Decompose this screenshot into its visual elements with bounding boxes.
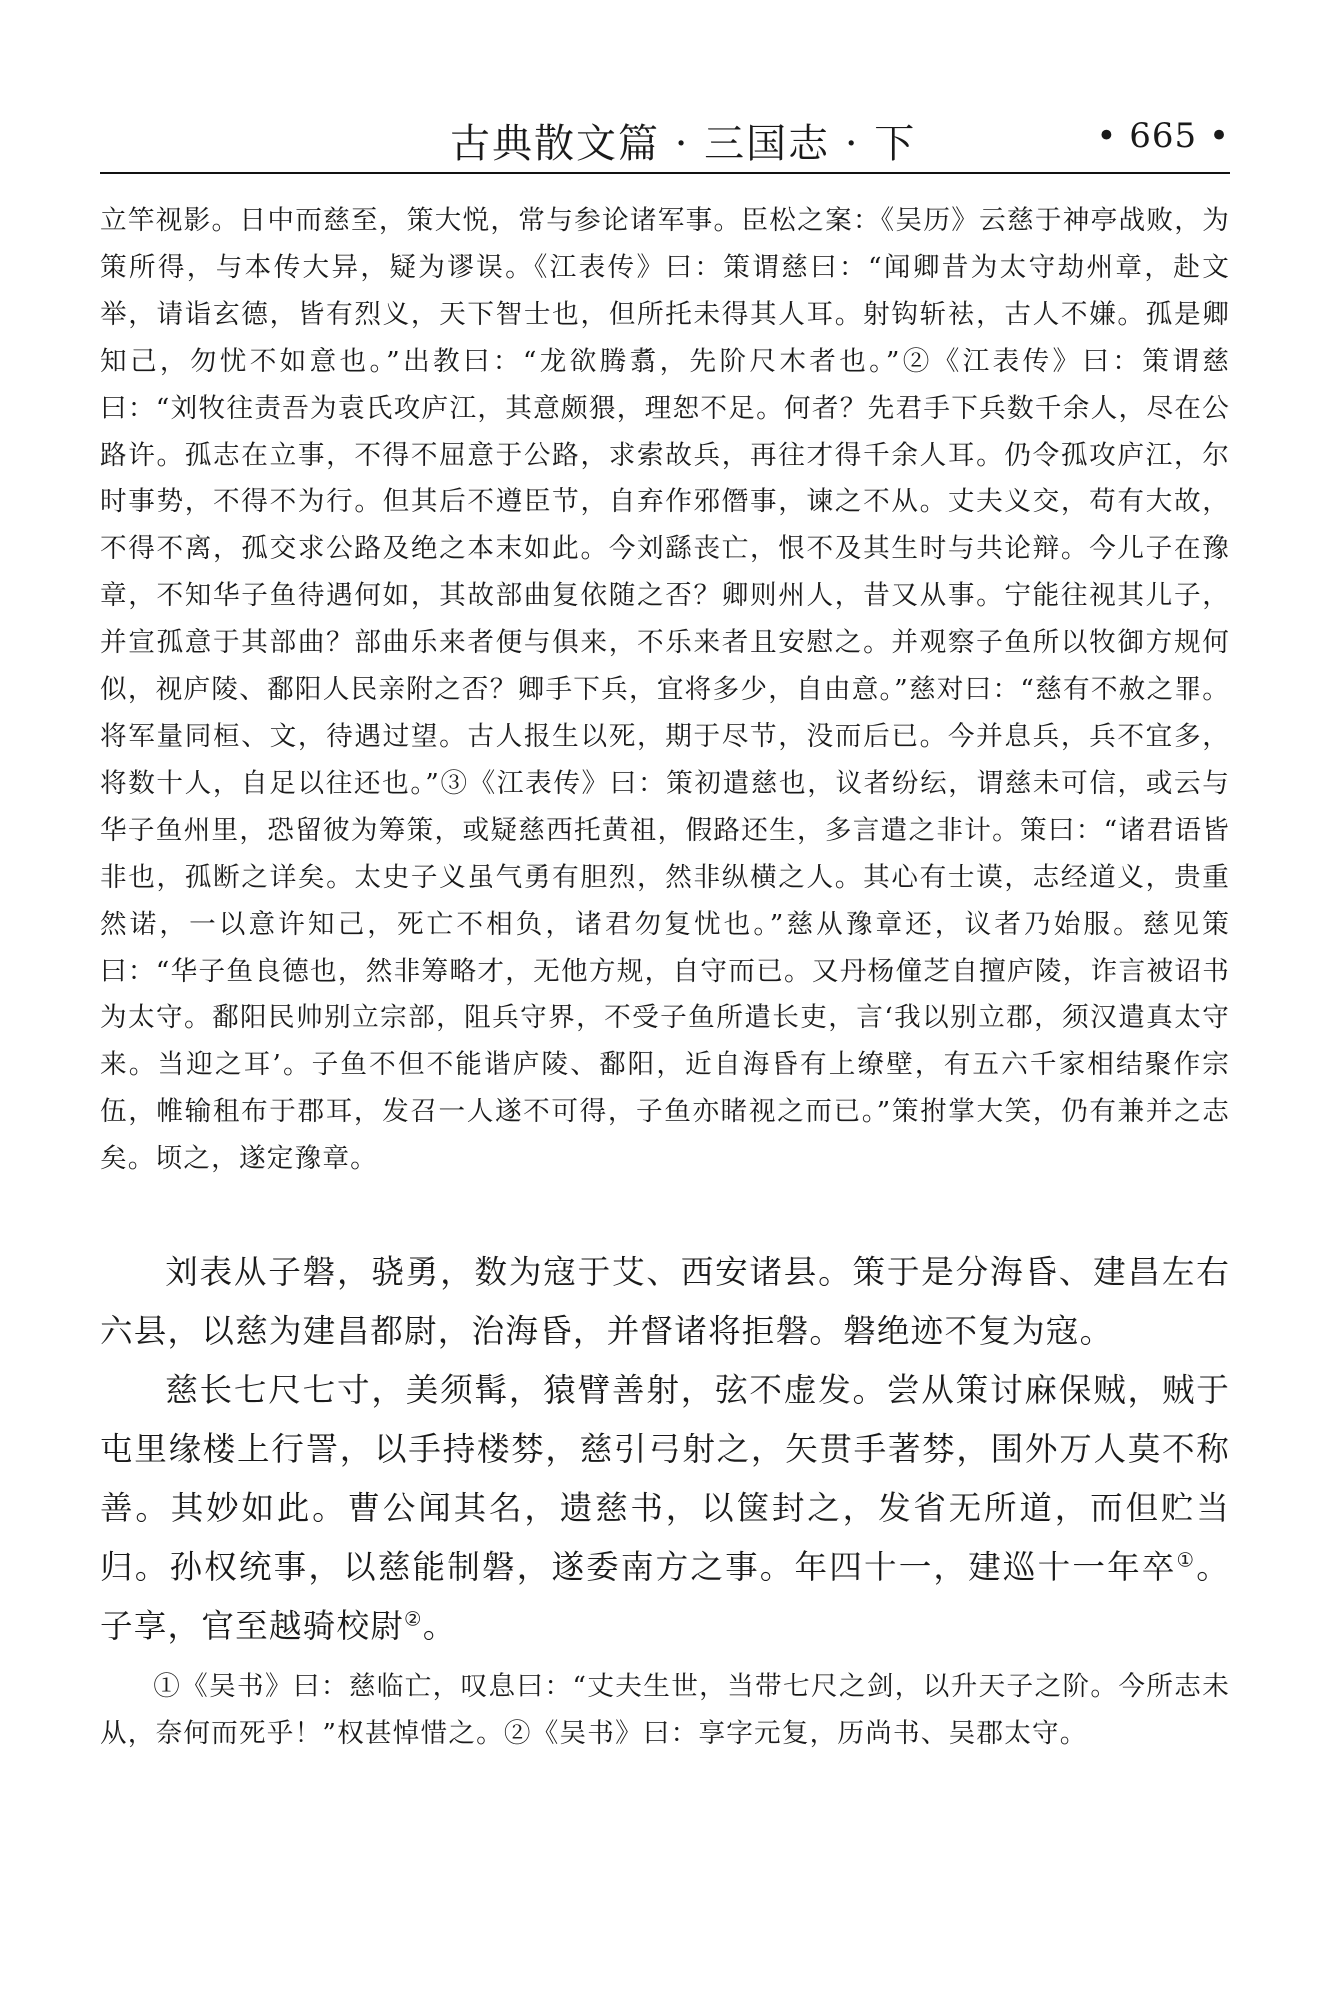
commentary-text: 立竿视影。日中而慈至，策大悦，常与参论诸军事。臣松之案：《吴历》云慈于神亭战败，为策所得，与本传大异，疑为谬误。《江表传》曰：策谓慈曰：“闻卿昔为太守劫州章，赴文举，请诣玄德，皆有烈义，天下智士也，但所托未得其人耳。射钩斩袪，古人不嫌。孤是卿知己，勿忧不如意也。”出教曰：“龙欲腾翥，先阶尺木者也。”②《江表传》曰：策谓慈曰：“刘牧往责吾为袁氏攻庐江，其意颇猥，理恕不足。何者？先君手下兵数千余人，尽在公路许。孤志在立事，不得不屈意于公路，求索故兵，再往才得千余人耳。仍令孤攻庐江，尔时事势，不得不为行。但其后不遵臣节，自弃作邪僭事，谏之不从。丈夫义交，苟有大故，不得不离，孤交求公路及绝之本末如此。今刘繇丧亡，恨不及其生时与共论辩。今儿子在豫章，不知华子鱼待遇何如，其故部曲复依随之否？卿则州人，昔又从事。宁能往视其儿子，并宣孤意于其部曲？部曲乐来者便与俱来，不乐来者且安慰之。并观察子鱼所以牧御方规何似，视庐陵、鄱阳人民亲附之否？卿手下兵，宜将多少，自由意。”慈对曰：“慈有不赦之罪。将军量同桓、文，待遇过望。古人报生以死，期于尽节，没而后已。今并息兵，兵不宜多，将数十人，自足以往还也。”③《江表传》曰：策初遣慈也，议者纷纭，谓慈未可信，或云与华子鱼州里，恐留彼为筹策，或疑慈西托黄祖，假路还生，多言遣之非计。策曰：“诸君语皆非也，孤断之详矣。太史子义虽气勇有胆烈，然非纵横之人。其心有士谟，志经道义，贵重然诺，一以意许知己，死亡不相负，诸君勿复忧也。”慈从豫章还，议者乃始服。慈见策曰：“华子鱼良德也，然非筹略才，无他方规，自守而已。又丹杨僮芝自擅庐陵，诈言被诏书为太守。鄱阳民帅别立宗部，阻兵守界，不受子鱼所遣长吏，言‘我以别立郡，须汉遣真太守来。当迎之耳’。子鱼不但不能谐庐陵、鄱阳，近自海昏有上缭壁，有五六千家相结聚作宗伍，帷输租布于郡耳，发召一人遂不可得，子鱼亦睹视之而已。”策拊掌大笑，仍有兼并之志矣。顷之，遂定豫章。 [100,205,1230,1175]
footnote-mark-2: ② [404,1607,423,1631]
running-title: 古典散文篇 · 三国志 · 下 [450,121,917,167]
footnotes-text: ①《吴书》曰：慈临亡，叹息曰：“丈夫生世，当带七尺之剑，以升天子之阶。今所志未从，奈何而死乎！”权甚悼惜之。②《吴书》曰：享字元复，历尚书、吴郡太守。 [100,1671,1230,1749]
page-number: • 665 • [1096,116,1230,156]
footnote-mark-1: ① [1176,1548,1197,1572]
footnotes-block [100,1664,1230,1758]
main-text [100,1243,1230,1656]
main-paragraph-2-end: 。 [422,1607,457,1646]
commentary-block [100,198,1230,1183]
book-page [100,100,1230,1758]
main-paragraph-1: 刘表从子磐，骁勇，数为寇于艾、西安诸县。策于是分海昏、建昌左右六县，以慈为建昌都尉，治海昏，并督诸将拒磐。磐绝迹不复为寇。 [100,1253,1230,1351]
main-paragraph-2-text: 慈长七尺七寸，美须髯，猿臂善射，弦不虚发。尝从策讨麻保贼，贼于屯里缘楼上行詈，以手持楼棼，慈引弓射之，矢贯手著棼，围外万人莫不称善。其妙如此。曹公闻其名，遗慈书，以箧封之，发省无所道，而但贮当归。孙权统事，以慈能制磐，遂委南方之事。年四十一，建巡十一年卒 [100,1371,1230,1587]
page-header [100,100,1230,174]
main-paragraph-2 [100,1361,1230,1656]
main-paragraph-2-mid: 。子享，官至越骑校尉 [100,1548,1230,1646]
